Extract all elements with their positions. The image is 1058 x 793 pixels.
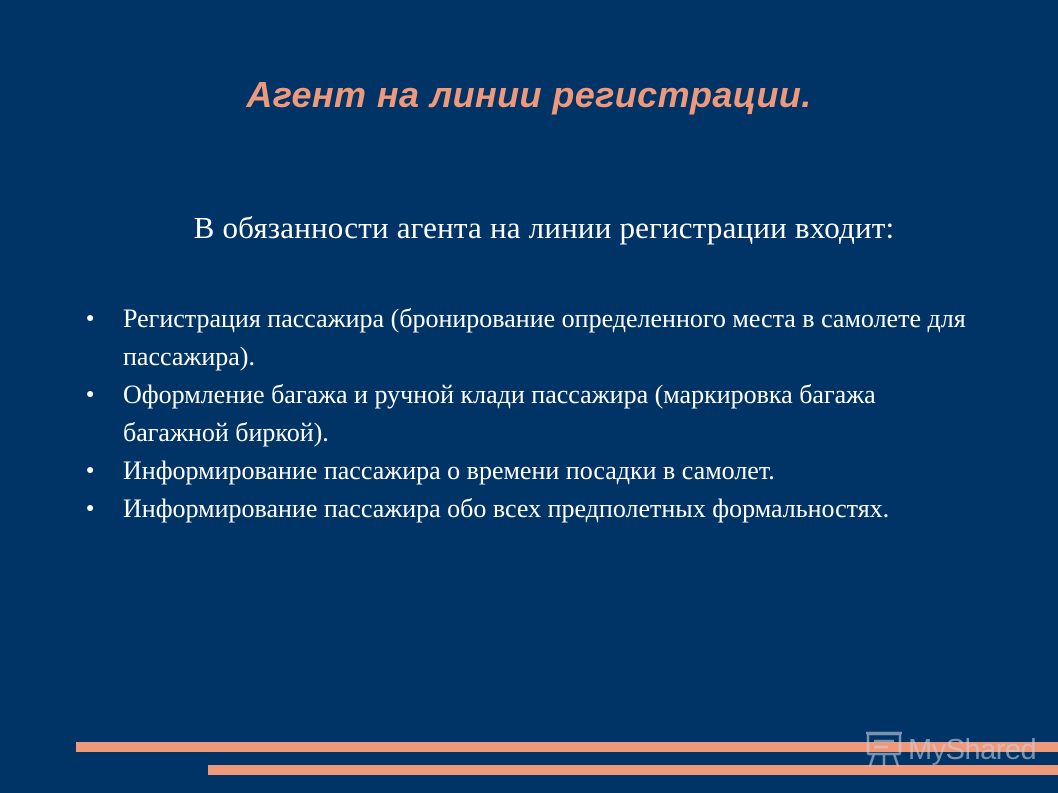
bullet-item bbox=[86, 376, 986, 452]
slide-title: Агент на линии регистрации. bbox=[246, 74, 812, 115]
bullet-text: Информирование пассажира обо всех предполетных формальностях. bbox=[123, 494, 890, 523]
bullet-dot-icon: ● bbox=[86, 501, 95, 516]
bullet-item bbox=[86, 490, 986, 528]
bullet-item bbox=[86, 452, 986, 490]
presentation-board-icon bbox=[866, 729, 902, 772]
bullet-text: Информирование пассажира о времени посадки в самолет. bbox=[123, 456, 775, 485]
watermark-text: MyShared bbox=[908, 734, 1037, 766]
bullet-item bbox=[86, 300, 986, 376]
watermark bbox=[866, 729, 1036, 772]
bullet-text: Регистрация пассажира (бронирование определенного места в самолете для пассажира). bbox=[123, 304, 966, 371]
bullet-text: Оформление багажа и ручной клади пассажира (маркировка багажа багажной биркой). bbox=[123, 380, 876, 447]
bullet-list bbox=[86, 300, 986, 528]
bullet-dot-icon: ● bbox=[86, 463, 95, 478]
bullet-dot-icon: ● bbox=[86, 387, 95, 402]
intro-text: В обязанности агента на линии регистрации входит: bbox=[193, 210, 895, 245]
bullet-dot-icon: ● bbox=[86, 311, 95, 326]
